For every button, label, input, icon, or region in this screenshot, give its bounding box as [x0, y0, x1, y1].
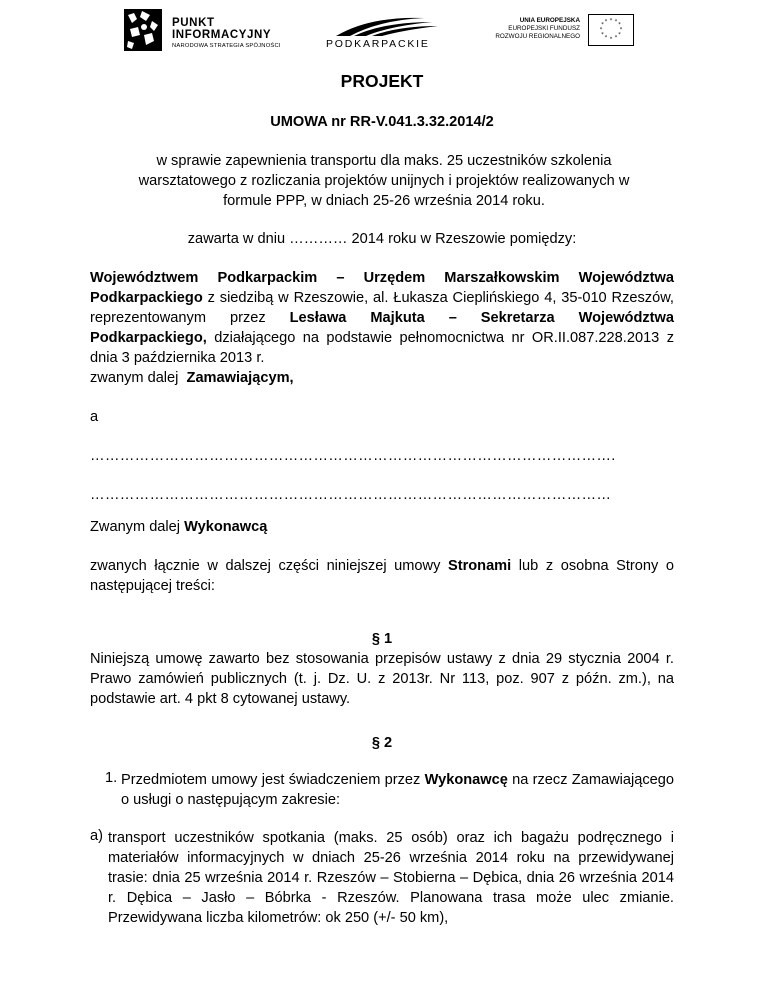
contract-number: UMOWA nr RR-V.041.3.32.2014/2	[270, 114, 494, 130]
header-logos	[0, 0, 768, 65]
eu-line3: ROZWOJU REGIONALNEGO	[495, 33, 580, 40]
item-a-text: transport uczestników spotkania (maks. 25 osób) oraz ich bagażu podręcznego i materiałów informacyjnych w dniach 25-26 września 2014 roku na przewidywanej trasie: dnia 25 września 2014 r. Rzeszów – Stobierna – Dębica, dnia 26 września 2014 r. Dębica – Jasło – Bóbrka - Rzeszów. Planowana trasa może ulec zmianie. Przewidywana liczba kilometrów: ok 250 (+/- 50 km),	[108, 830, 674, 926]
parties-suffix: lub z osobna Strony o następującej treści:	[90, 558, 675, 594]
svg-text:*: *	[609, 18, 613, 24]
parties-prefix: zwanych łącznie w dalszej części niniejszej umowy	[90, 558, 448, 574]
party1-name: Województwem Podkarpackim – Urzędem Marszałkowskim Województwa Podkarpackiego	[90, 270, 674, 306]
podkarpackie-swoosh-icon	[320, 14, 450, 38]
eu-line2: EUROPEJSKI FUNDUSZ	[508, 25, 580, 32]
item-1-number: 1.	[105, 770, 118, 786]
called-contractor	[90, 517, 674, 537]
doc-title: PROJEKT	[340, 71, 424, 91]
punkt-line2: INFORMACYJNY	[172, 29, 272, 41]
contract-subject: w sprawie zapewnienia transportu dla maks. 25 uczestników szkolenia warsztatowego z rozliczania projektów unijnych i projektów realizowanych w formule PPP, w dniach 25-26 września 2014 roku.	[138, 153, 630, 209]
podkarpackie-text: PODKARPACKIE	[326, 38, 430, 50]
item-1-text	[121, 770, 674, 810]
svg-text:*: *	[619, 27, 623, 33]
parties-role: Stronami	[447, 558, 512, 574]
svg-text:*: *	[599, 27, 603, 33]
svg-text:*: *	[618, 32, 621, 38]
section-2-heading: § 2	[371, 735, 393, 751]
and-word: a	[90, 409, 99, 425]
called-client-role: Zamawiającym,	[186, 370, 294, 386]
punkt-line3: NARODOWA STRATEGIA SPÓJNOŚCI	[172, 43, 281, 49]
svg-text:*: *	[618, 22, 621, 28]
svg-text:*: *	[604, 19, 608, 25]
eu-flag-icon	[588, 14, 634, 46]
party1-authorization: działającego na podstawie pełnomocnictwa nr OR.II.087.228.2013 z dnia 3 października 2013 r.	[90, 330, 674, 366]
section-1-text: Niniejszą umowę zawarto bez stosowania przepisów ustawy z dnia 29 stycznia 2004 r. Prawo zamówień publicznych (t. j. Dz. U. z 2013r. Nr 113, poz. 907 z późn. zm.), na podstawie art. 4 pkt 8 cytowanej ustawy.	[90, 651, 674, 707]
called-contractor-role: Wykonawcą	[184, 519, 268, 535]
concluded-line: zawarta w dniu ………… 2014 roku w Rzeszowie pomiędzy:	[187, 231, 577, 247]
called-client-prefix: zwanym dalej	[90, 370, 187, 386]
podkarpackie-logo	[320, 14, 450, 54]
section-1-heading: § 1	[371, 631, 393, 647]
party-1-paragraph	[90, 268, 674, 368]
svg-text:*: *	[609, 36, 613, 43]
item1-prefix: Przedmiotem umowy jest świadczeniem przez	[121, 772, 425, 788]
eu-logo	[488, 14, 634, 50]
svg-text:*: *	[601, 22, 604, 28]
item1-suffix: na rzecz Zamawiającego o usługi o następującym zakresie:	[121, 772, 674, 808]
svg-text:*: *	[614, 19, 618, 25]
punkt-logo-mark-icon	[124, 9, 162, 51]
party1-representative: Lesława Majkuta – Sekretarza Województwa Podkarpackiego,	[90, 310, 675, 346]
parties-paragraph	[90, 556, 674, 596]
called-contractor-prefix: Zwanym dalej	[90, 519, 185, 535]
called-client	[90, 368, 674, 388]
svg-text:*: *	[601, 32, 604, 38]
svg-text:*: *	[604, 35, 608, 41]
contractor-line-2: ……………………………………………………………………………………………	[90, 487, 612, 503]
party1-address: z siedzibą w Rzeszowie, al. Łukasza Cieplińskiego 4, 35-010 Rzeszów, reprezentowanym przez	[90, 290, 674, 326]
svg-text:*: *	[614, 35, 618, 41]
punkt-informacyjny-logo	[124, 9, 304, 53]
contractor-line-1: …………………………………………………………………………………………….	[90, 448, 616, 464]
item1-contractor: Wykonawcę	[424, 772, 508, 788]
eu-line1: UNIA EUROPEJSKA	[519, 17, 580, 24]
punkt-line1: PUNKT	[172, 17, 215, 29]
item-a-letter: a)	[90, 828, 103, 844]
